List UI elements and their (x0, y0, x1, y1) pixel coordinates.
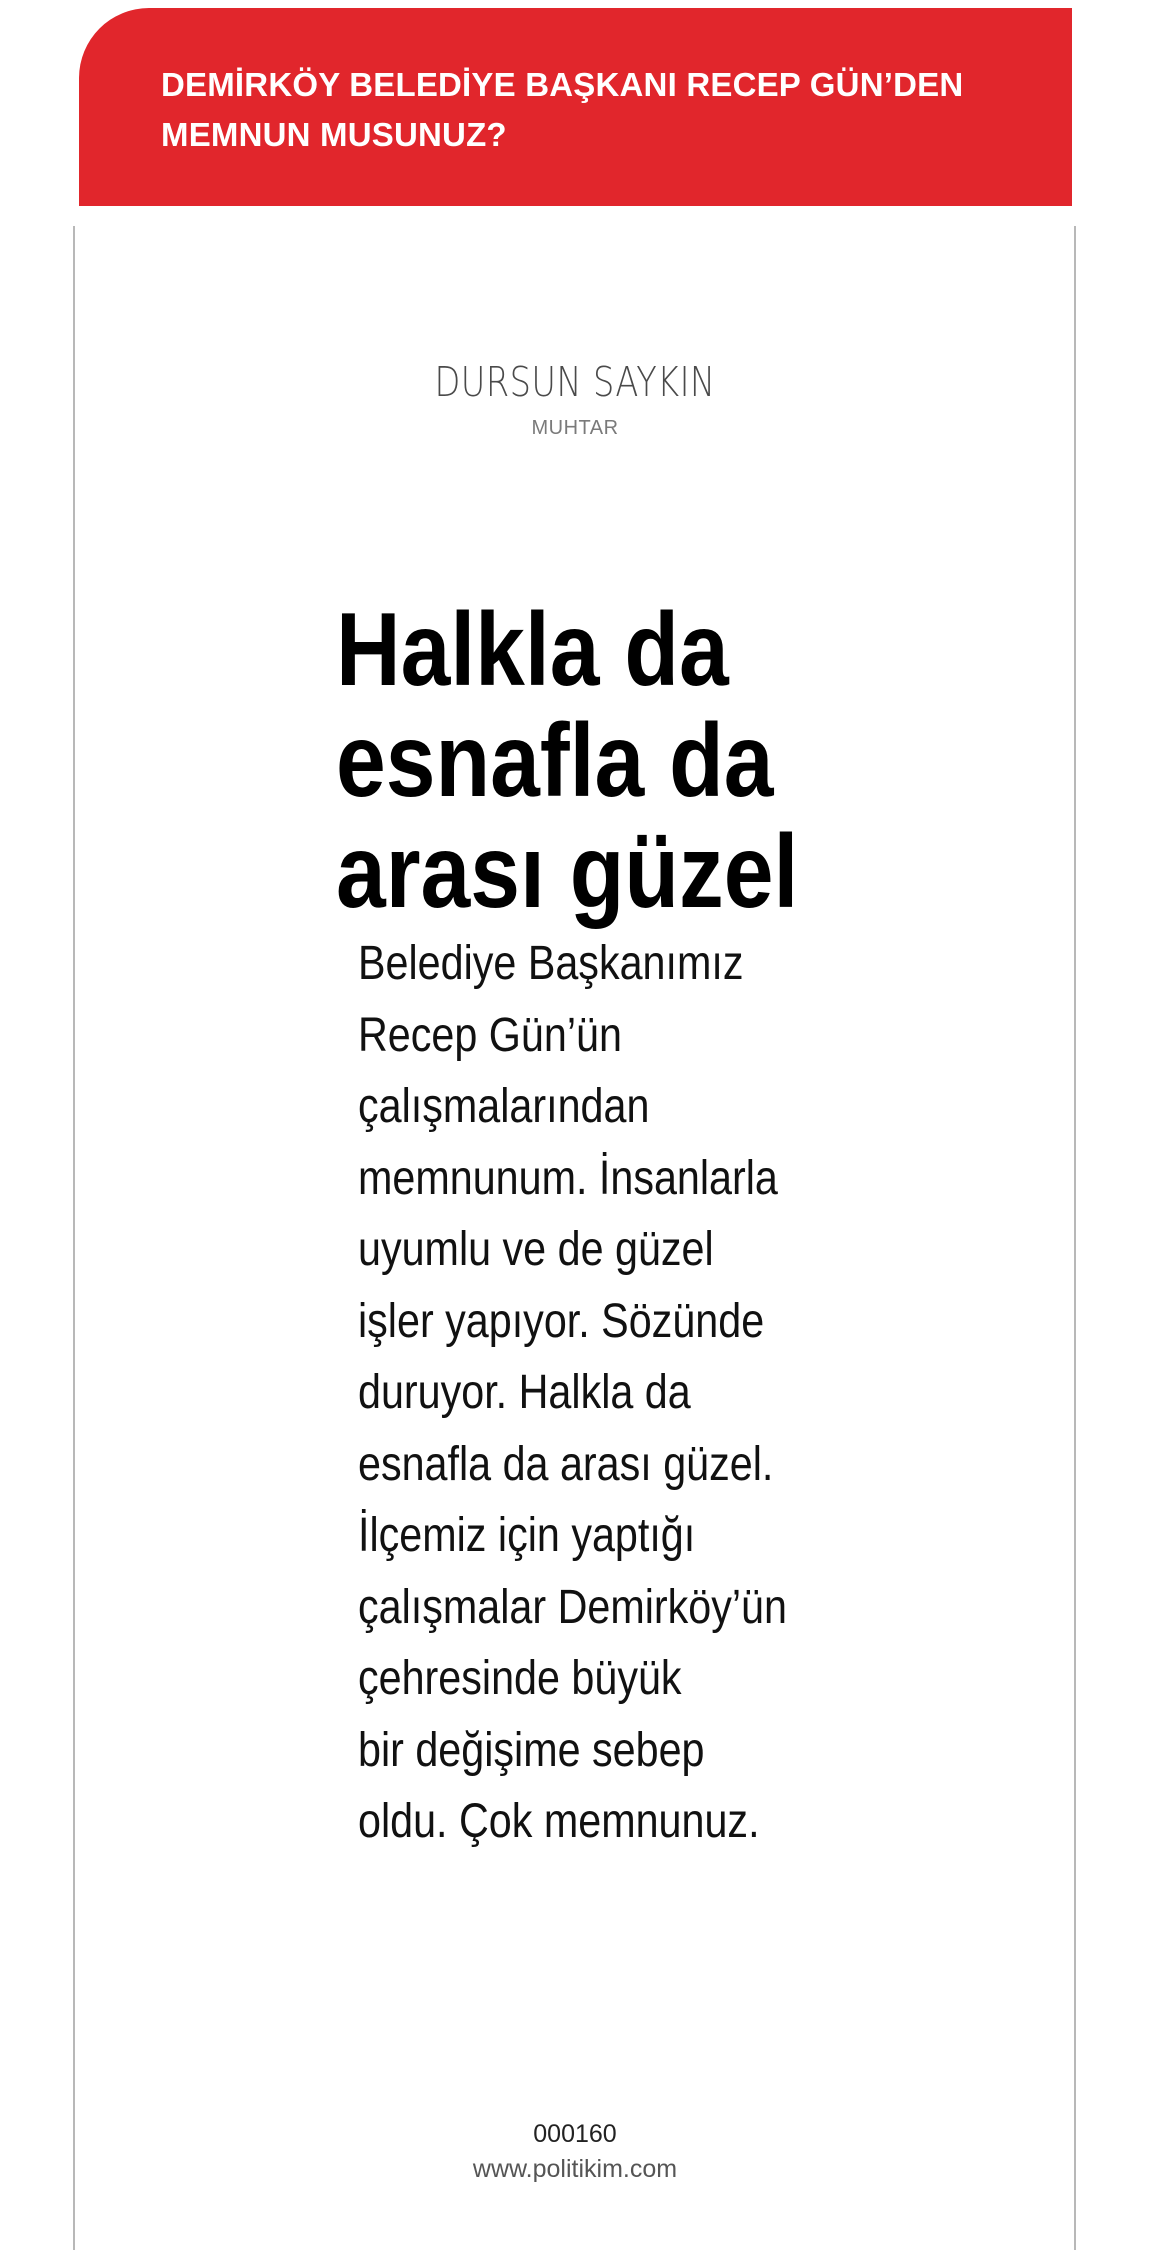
article-body: Belediye Başkanımız Recep Gün’ün çalışmalarından memnunum. İnsanlarla uyumlu ve de güzel işler yapıyor. Sözünde duruyor. Halkla da esnafla da arası güzel. İlçemiz için yaptığı çalışmalar Demirköy’ün çehresinde büyük bir değişime sebep oldu. Çok memnunuz. (358, 937, 787, 1848)
person-name: DURSUN SAYKIN (434, 358, 716, 406)
header-banner (79, 8, 1072, 206)
person-role: MUHTAR (531, 417, 619, 439)
frame-left-border (73, 226, 75, 2250)
frame-right-border (1074, 226, 1076, 2250)
footer-url[interactable]: www.politikim.com (472, 2155, 678, 2183)
banner-question: DEMİRKÖY BELEDİYE BAŞKANI RECEP GÜN’DEN MEMNUN MUSUNUZ? (161, 66, 964, 153)
article-headline: Halkla da esnafla da arası güzel (336, 592, 799, 930)
footer-code: 000160 (533, 2120, 617, 2148)
